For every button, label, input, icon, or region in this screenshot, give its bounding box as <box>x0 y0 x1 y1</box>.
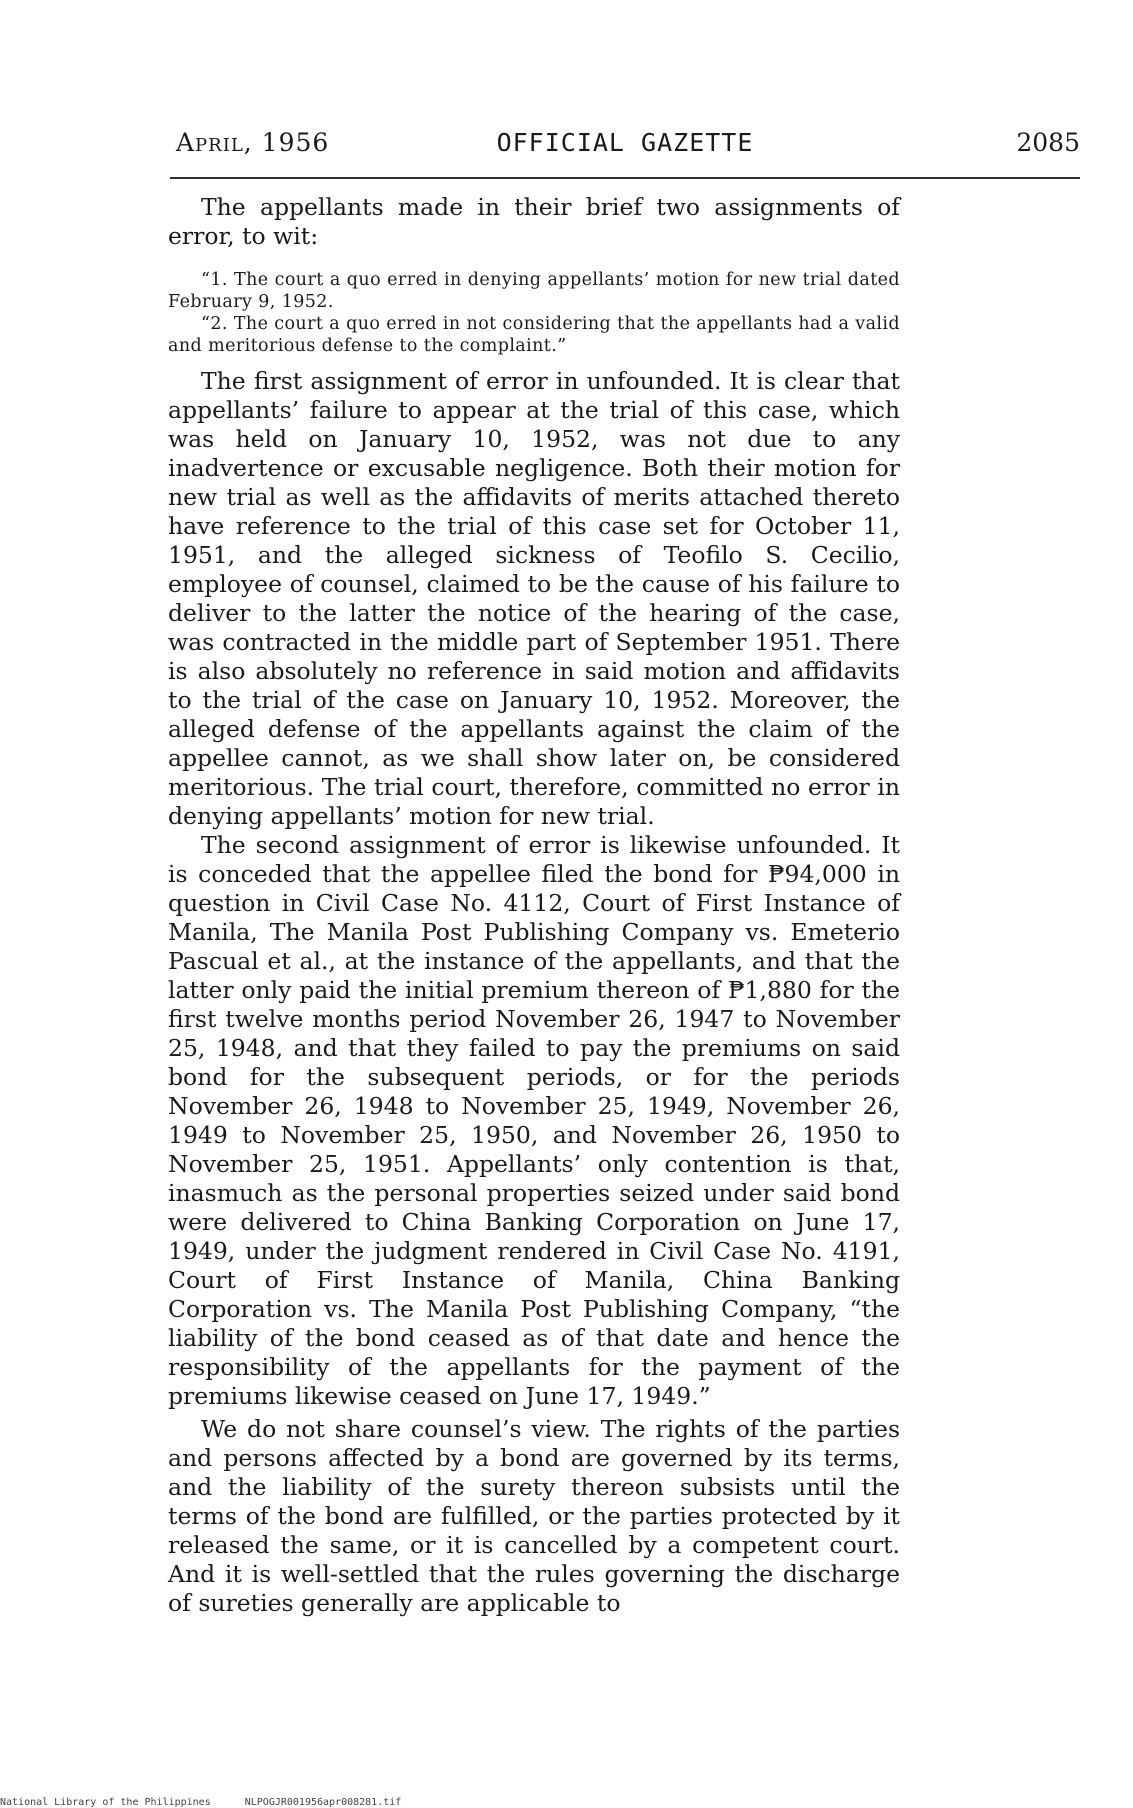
document-body <box>168 193 900 1618</box>
header-title: OFFICIAL GAZETTE <box>496 128 754 157</box>
page-number: 2085 <box>1016 128 1080 157</box>
header-date: April, 1956 <box>176 128 330 157</box>
quoted-assignment-2: “2. The court a quo erred in not considering that the appellants had a valid and meritorious defense to the complaint.” <box>168 314 900 356</box>
footer-file-id: NLPOGJR001956apr008281.tif <box>244 1797 402 1808</box>
scan-footer <box>0 1797 401 1808</box>
paragraph-first-assignment: The first assignment of error in unfounded. It is clear that appellants’ failure to appear at the trial of this case, which was held on January 10, 1952, was not due to any inadvertence or excusable negligence. Both their motion for new trial as well as the affidavits of merits attached thereto have reference to the trial of this case set for October 11, 1951, and the alleged sickness of Teofilo S. Cecilio, employee of counsel, claimed to be the cause of his failure to deliver to the latter the notice of the hearing of the case, was contracted in the middle part of September 1951. There is also absolutely no reference in said motion and affidavits to the trial of the case on January 10, 1952. Moreover, the alleged defense of the appellants against the claim of the appellee cannot, as we shall show later on, be considered meritorious. The trial court, therefore, committed no error in denying appellants’ motion for new trial. <box>168 367 900 830</box>
footer-library: National Library of the Philippines <box>0 1797 211 1808</box>
paragraph-counsel-view: We do not share counsel’s view. The rights of the parties and persons affected by a bond are governed by its terms, and the liability of the surety thereon subsists until the terms of the bond are fulfilled, or the parties protected by it released the same, or it is cancelled by a competent court. And it is well-settled that the rules governing the discharge of sureties generally are applicable to <box>168 1415 900 1617</box>
quoted-assignment-1: “1. The court a quo erred in denying appellants’ motion for new trial dated February 9, 1952. <box>168 270 900 312</box>
page-header <box>170 124 1080 164</box>
paragraph-second-assignment: The second assignment of error is likewise unfounded. It is conceded that the appellee filed the bond for ₱94,000 in question in Civil Case No. 4112, Court of First Instance of Manila, The Manila Post Publishing Company vs. Emeterio Pascual et al., at the instance of the appellants, and that the latter only paid the initial premium thereon of ₱1,880 for the first twelve months period November 26, 1947 to November 25, 1948, and that they failed to pay the premiums on said bond for the subsequent periods, or for the periods November 26, 1948 to November 25, 1949, November 26, 1949 to November 25, 1950, and November 26, 1950 to November 25, 1951. Appellants’ only contention is that, inasmuch as the personal properties seized under said bond were delivered to China Banking Corporation on June 17, 1949, under the judgment rendered in Civil Case No. 4191, Court of First Instance of Manila, China Banking Corporation vs. The Manila Post Publishing Company, “the liability of the bond ceased as of that date and hence the responsibility of the appellants for the payment of the premiums likewise ceased on June 17, 1949.” <box>168 831 900 1410</box>
intro-paragraph: The appellants made in their brief two assignments of error, to wit: <box>168 193 900 250</box>
header-rule <box>170 177 1080 179</box>
